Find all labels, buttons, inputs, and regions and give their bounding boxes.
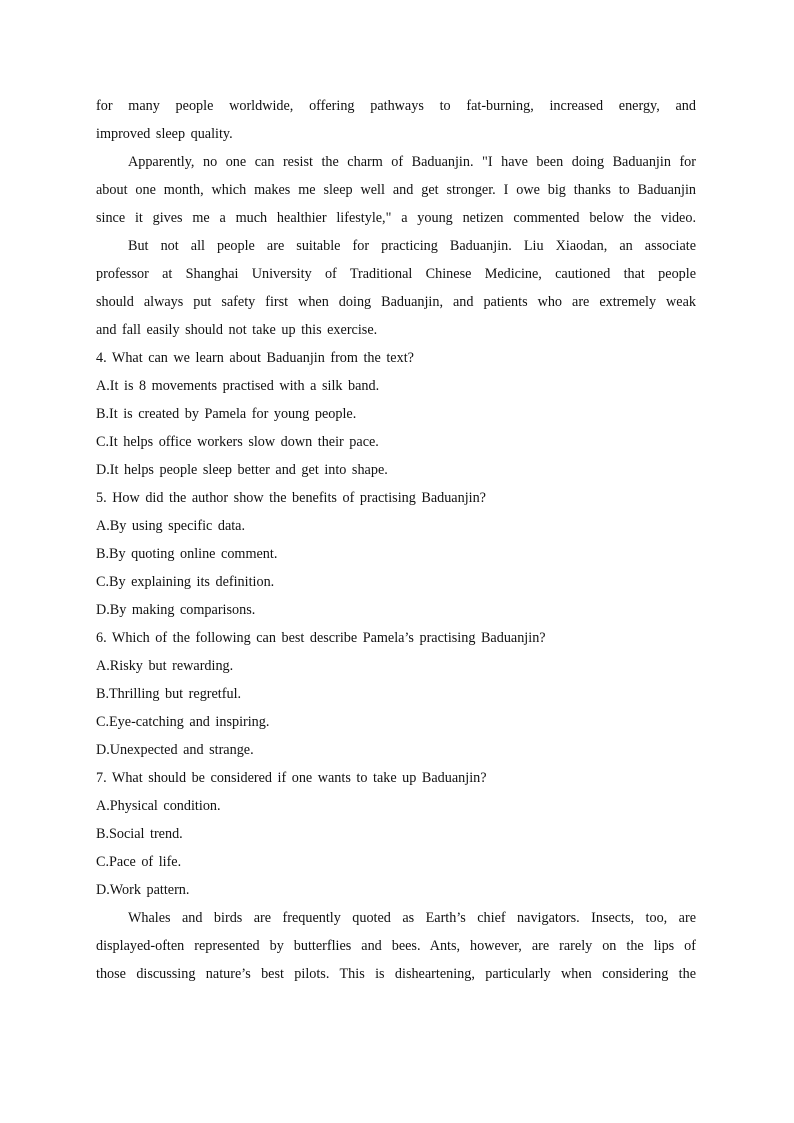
answer-option-d: D.It helps people sleep better and get into shape. <box>96 462 388 478</box>
document-page <box>96 92 696 988</box>
paragraph-line: about one month, which makes me sleep well and get stronger. I owe big thanks to Baduanjin <box>96 182 696 198</box>
paragraph-line: But not all people are suitable for practicing Baduanjin. Liu Xiaodan, an associate <box>128 238 696 254</box>
question-stem: 7. What should be considered if one wants to take up Baduanjin? <box>96 770 487 786</box>
answer-option-d: D.Work pattern. <box>96 882 190 898</box>
answer-option-b: B.By quoting online comment. <box>96 546 278 562</box>
paragraph-line: those discussing nature’s best pilots. This is disheartening, particularly when considering the <box>96 966 696 982</box>
answer-option-b: B.Thrilling but regretful. <box>96 686 242 702</box>
answer-option-d: D.Unexpected and strange. <box>96 742 254 758</box>
paragraph-line: Apparently, no one can resist the charm of Baduanjin. "I have been doing Baduanjin for <box>128 154 696 170</box>
passage-a <box>96 92 696 344</box>
question-5 <box>96 484 696 624</box>
answer-option-c: C.It helps office workers slow down their pace. <box>96 434 379 450</box>
paragraph-line: professor at Shanghai University of Traditional Chinese Medicine, cautioned that people <box>96 266 696 282</box>
question-4 <box>96 344 696 484</box>
question-stem: 5. How did the author show the benefits of practising Baduanjin? <box>96 490 486 506</box>
answer-option-c: C.Pace of life. <box>96 854 182 870</box>
answer-option-c: C.By explaining its definition. <box>96 574 275 590</box>
answer-option-a: A.Physical condition. <box>96 798 221 814</box>
answer-option-a: A.It is 8 movements practised with a silk band. <box>96 378 380 394</box>
answer-option-c: C.Eye-catching and inspiring. <box>96 714 270 730</box>
answer-option-a: A.Risky but rewarding. <box>96 658 234 674</box>
paragraph-line: since it gives me a much healthier lifestyle," a young netizen commented below the video. <box>96 210 696 226</box>
paragraph-line: and fall easily should not take up this exercise. <box>96 322 378 338</box>
question-stem: 6. Which of the following can best describe Pamela’s practising Baduanjin? <box>96 630 546 646</box>
question-stem: 4. What can we learn about Baduanjin from the text? <box>96 350 414 366</box>
paragraph-line: should always put safety first when doing Baduanjin, and patients who are extremely weak <box>96 294 696 310</box>
answer-option-a: A.By using specific data. <box>96 518 246 534</box>
paragraph-line: for many people worldwide, offering pathways to fat-burning, increased energy, and <box>96 98 696 114</box>
question-6 <box>96 624 696 764</box>
paragraph-line: Whales and birds are frequently quoted as Earth’s chief navigators. Insects, too, are <box>128 910 696 926</box>
passage-b <box>96 904 696 988</box>
answer-option-d: D.By making comparisons. <box>96 602 256 618</box>
paragraph-line: displayed-often represented by butterflies and bees. Ants, however, are rarely on the lips of <box>96 938 696 954</box>
answer-option-b: B.Social trend. <box>96 826 183 842</box>
paragraph-line: improved sleep quality. <box>96 126 233 142</box>
question-7 <box>96 764 696 904</box>
answer-option-b: B.It is created by Pamela for young people. <box>96 406 357 422</box>
